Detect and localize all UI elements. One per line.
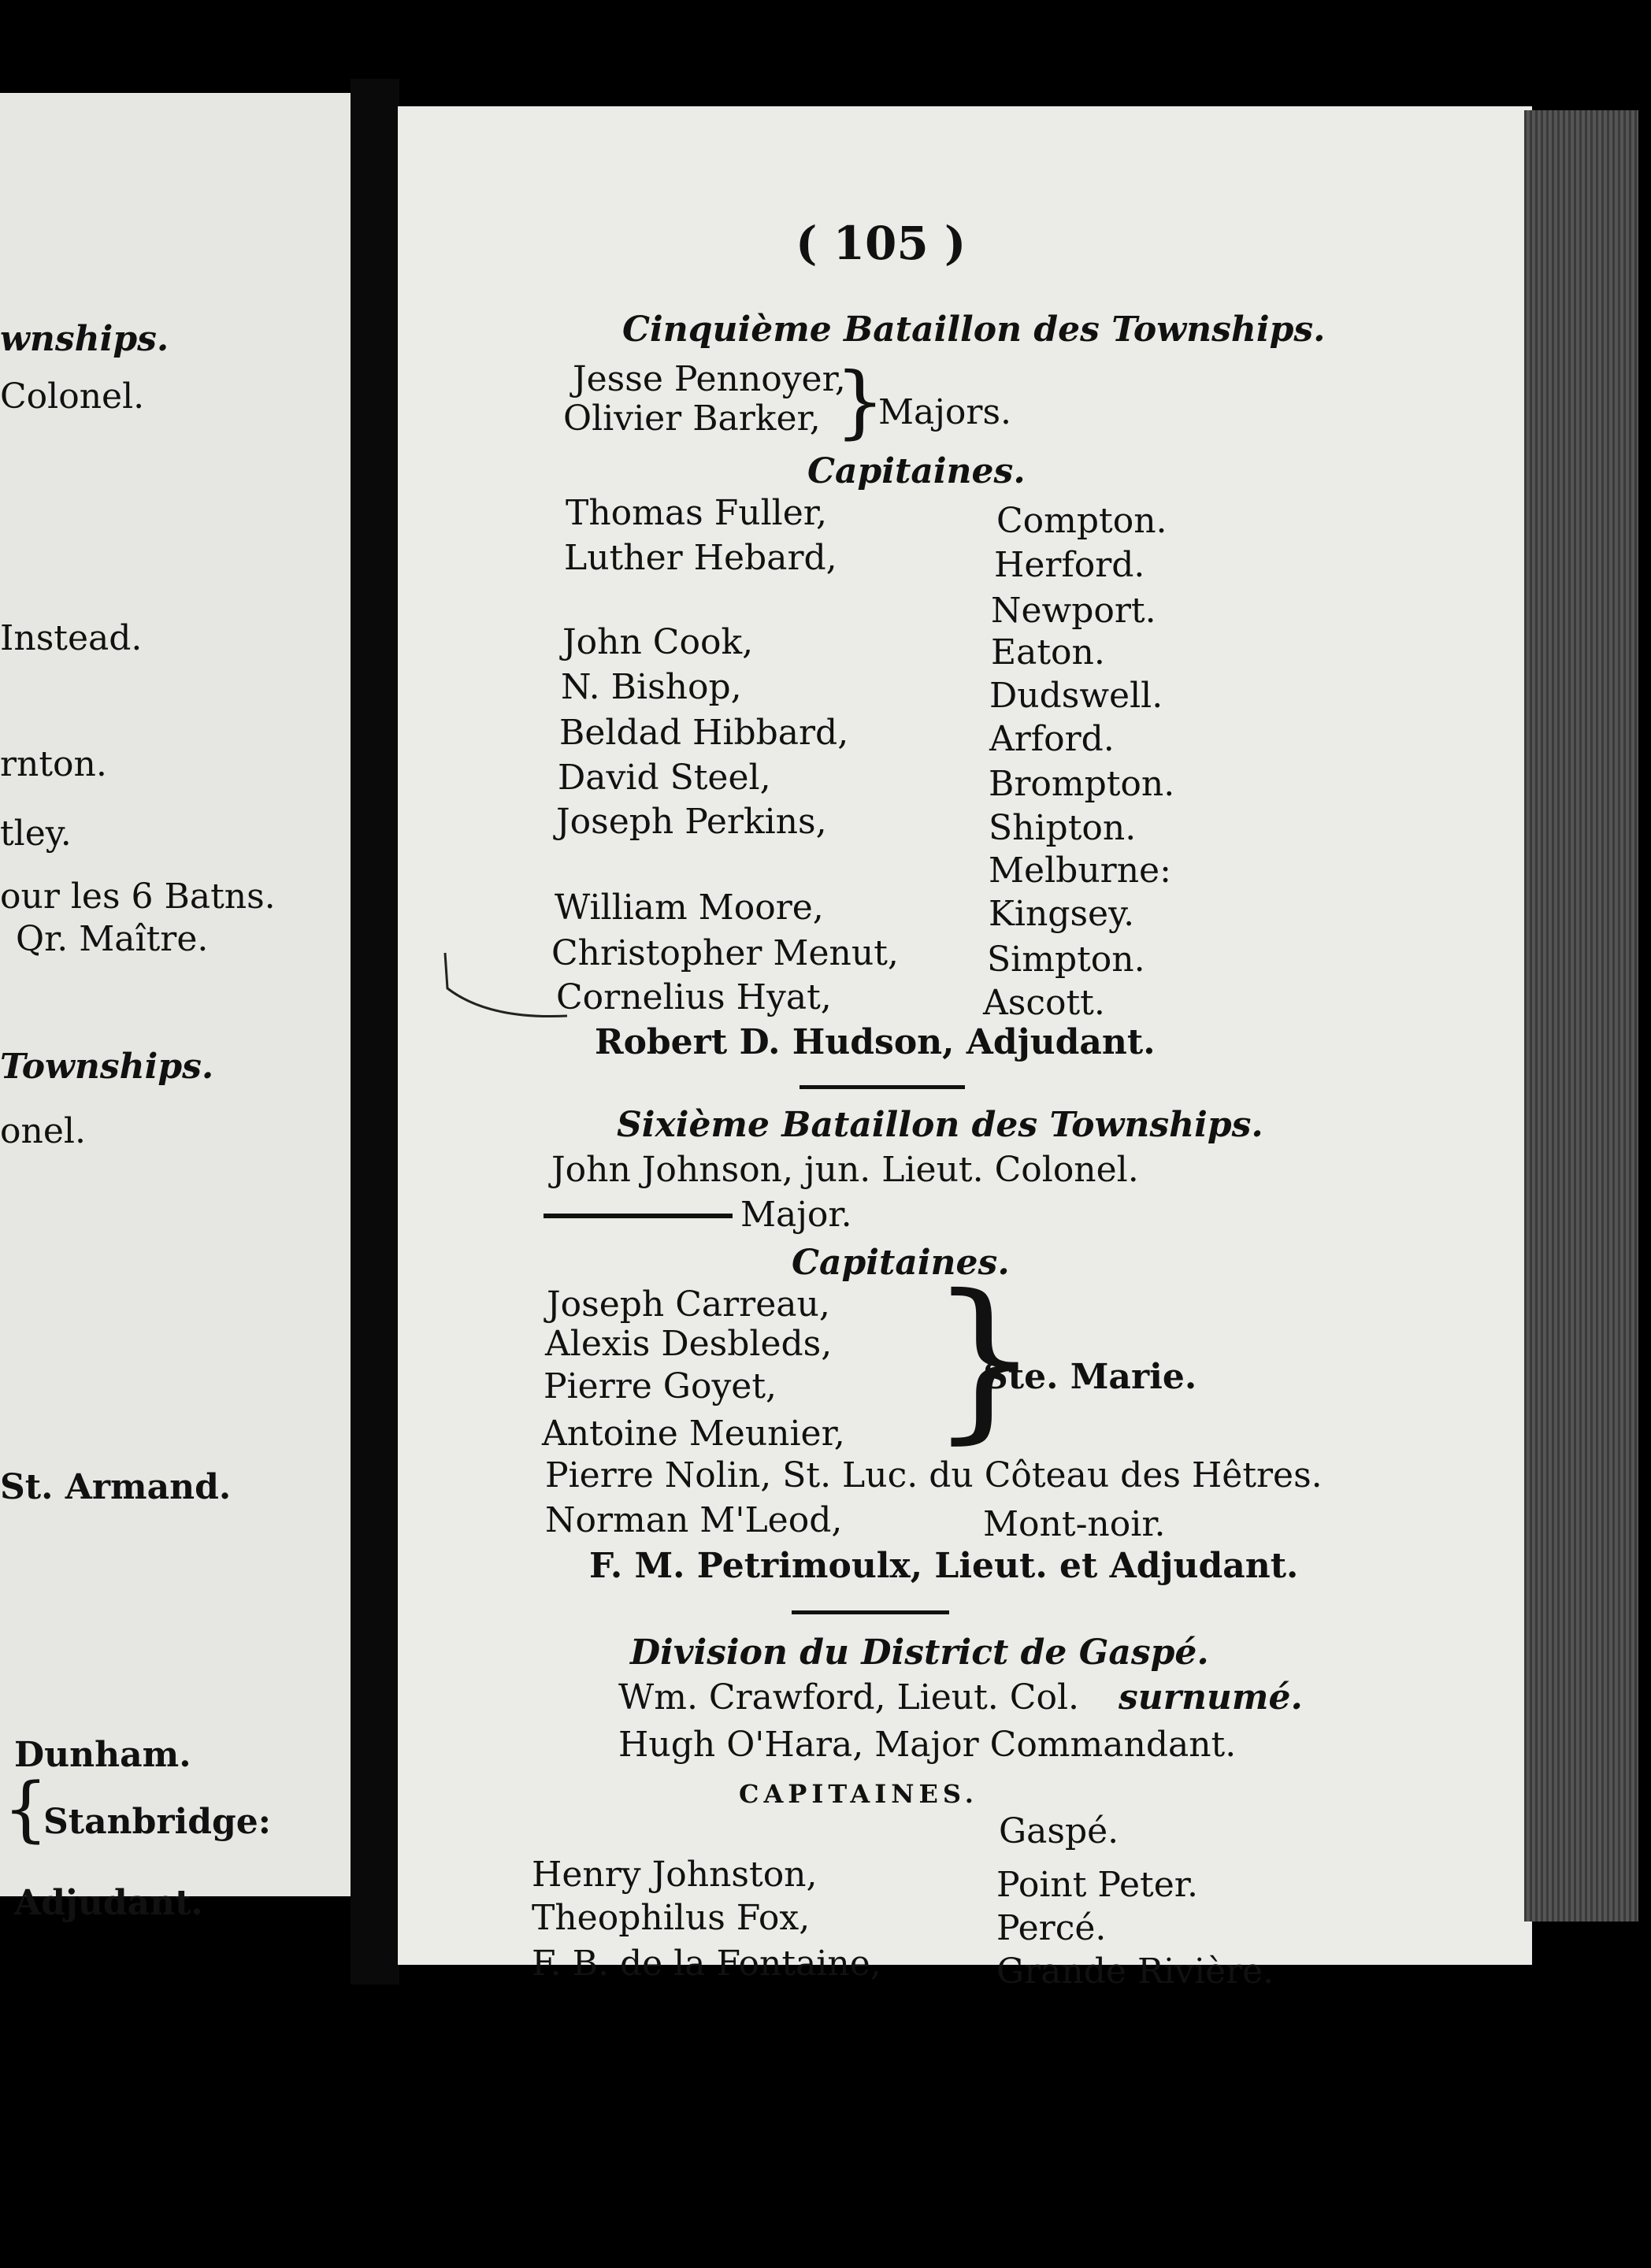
- left-line: rnton.: [0, 744, 107, 784]
- capitaines-heading: Capitaines.: [807, 451, 1026, 491]
- major-name: Jesse Pennoyer,: [573, 359, 846, 399]
- place-name: Ste. Marie.: [983, 1357, 1197, 1397]
- left-line: Dunham.: [14, 1735, 191, 1775]
- captain-name: Beldad Hibbard,: [559, 713, 849, 753]
- surnume-text: surnumé.: [1119, 1677, 1303, 1718]
- adjudant-line: Robert D. Hudson, Adjudant.: [595, 1022, 1156, 1062]
- captain-name: Norman M'Leod,: [545, 1500, 843, 1540]
- place-name: Gaspé.: [999, 1811, 1119, 1851]
- major-blank-rule: [544, 1214, 733, 1218]
- majors-brace: }: [835, 355, 885, 447]
- captain-name: David Steel,: [558, 758, 771, 798]
- major-line: Hugh O'Hara, Major Commandant.: [618, 1725, 1237, 1765]
- place-name: Grande Rivière.: [996, 1951, 1274, 1992]
- captain-name: Luther Hebard,: [564, 538, 837, 578]
- section-title: Sixième Bataillon des Townships.: [617, 1105, 1263, 1145]
- place-name: Percé.: [996, 1908, 1107, 1948]
- page-number: ( 105 ): [796, 217, 966, 270]
- place-name: Herford.: [994, 545, 1145, 585]
- captain-name: Christopher Menut,: [551, 933, 899, 973]
- major-line: Major.: [740, 1195, 852, 1235]
- captain-name: Joseph Carreau,: [547, 1284, 830, 1325]
- nolin-line: Pierre Nolin, St. Luc. du Côteau des Hêtres.: [545, 1455, 1323, 1495]
- captain-name: Cornelius Hyat,: [556, 977, 832, 1017]
- place-name: Brompton.: [989, 764, 1175, 804]
- captain-name: Thomas Fuller,: [566, 493, 827, 533]
- left-line: Townships.: [0, 1047, 214, 1087]
- section-rule: [792, 1610, 949, 1614]
- place-name: Arford.: [989, 719, 1115, 759]
- section-title: Cinquième Bataillon des Townships.: [622, 309, 1326, 350]
- captain-name: John Cook,: [562, 622, 754, 662]
- place-name: Shipton.: [989, 808, 1137, 848]
- captain-name: Joseph Perkins,: [556, 802, 827, 842]
- captain-name: Theophilus Fox,: [532, 1898, 811, 1938]
- captain-name: Henry Johnston,: [532, 1855, 818, 1895]
- place-name: Kingsey.: [989, 894, 1135, 934]
- page-edges: [1524, 110, 1638, 1922]
- place-name: Simpton.: [987, 939, 1145, 980]
- captain-name: Alexis Desbleds,: [545, 1324, 833, 1364]
- left-line: our les 6 Batns.: [0, 876, 276, 917]
- left-line: Stanbridge:: [43, 1802, 272, 1842]
- place-name: Dudswell.: [989, 676, 1163, 716]
- book-gutter: [351, 79, 399, 1984]
- left-brace: {: [3, 1768, 49, 1851]
- place-name: Mont-noir.: [983, 1504, 1166, 1544]
- place-name: Ascott.: [983, 983, 1105, 1023]
- captain-name: F. B. de la Fontaine,: [532, 1944, 881, 1984]
- left-page: [0, 93, 351, 1896]
- capitaines-heading: CAPITAINES.: [739, 1779, 978, 1809]
- section-rule: [800, 1085, 965, 1089]
- colonel-line: Wm. Crawford, Lieut. Col.: [618, 1677, 1079, 1718]
- left-line: wnships.: [0, 319, 169, 359]
- captain-name: Pierre Goyet,: [544, 1366, 777, 1406]
- section-title: Division du District de Gaspé.: [630, 1632, 1209, 1673]
- adjudant-line: F. M. Petrimoulx, Lieut. et Adjudant.: [589, 1546, 1299, 1586]
- capitaines-heading: Capitaines.: [792, 1243, 1010, 1283]
- captain-name: William Moore,: [555, 888, 824, 928]
- left-line: onel.: [0, 1111, 86, 1151]
- majors-label: Majors.: [878, 392, 1012, 432]
- captain-name: Antoine Meunier,: [542, 1414, 845, 1454]
- colonel-line: John Johnson, jun. Lieut. Colonel.: [551, 1150, 1139, 1190]
- left-line: St. Armand.: [0, 1467, 232, 1507]
- major-name: Olivier Barker,: [563, 398, 821, 439]
- captains-brace: }: [929, 1258, 1040, 1459]
- left-line: Instead.: [0, 618, 143, 658]
- left-line: Colonel.: [0, 376, 145, 417]
- left-line: Adjudant.: [14, 1883, 203, 1923]
- pen-mark: [441, 945, 575, 1024]
- place-name: Eaton.: [991, 632, 1105, 673]
- place-name: Point Peter.: [996, 1865, 1198, 1905]
- place-name: Newport.: [991, 591, 1156, 631]
- place-name: Melburne:: [989, 850, 1171, 891]
- place-name: Compton.: [996, 501, 1167, 541]
- left-line: Qr. Maître.: [16, 919, 209, 959]
- left-line: tley.: [0, 813, 72, 854]
- captain-name: N. Bishop,: [561, 667, 742, 707]
